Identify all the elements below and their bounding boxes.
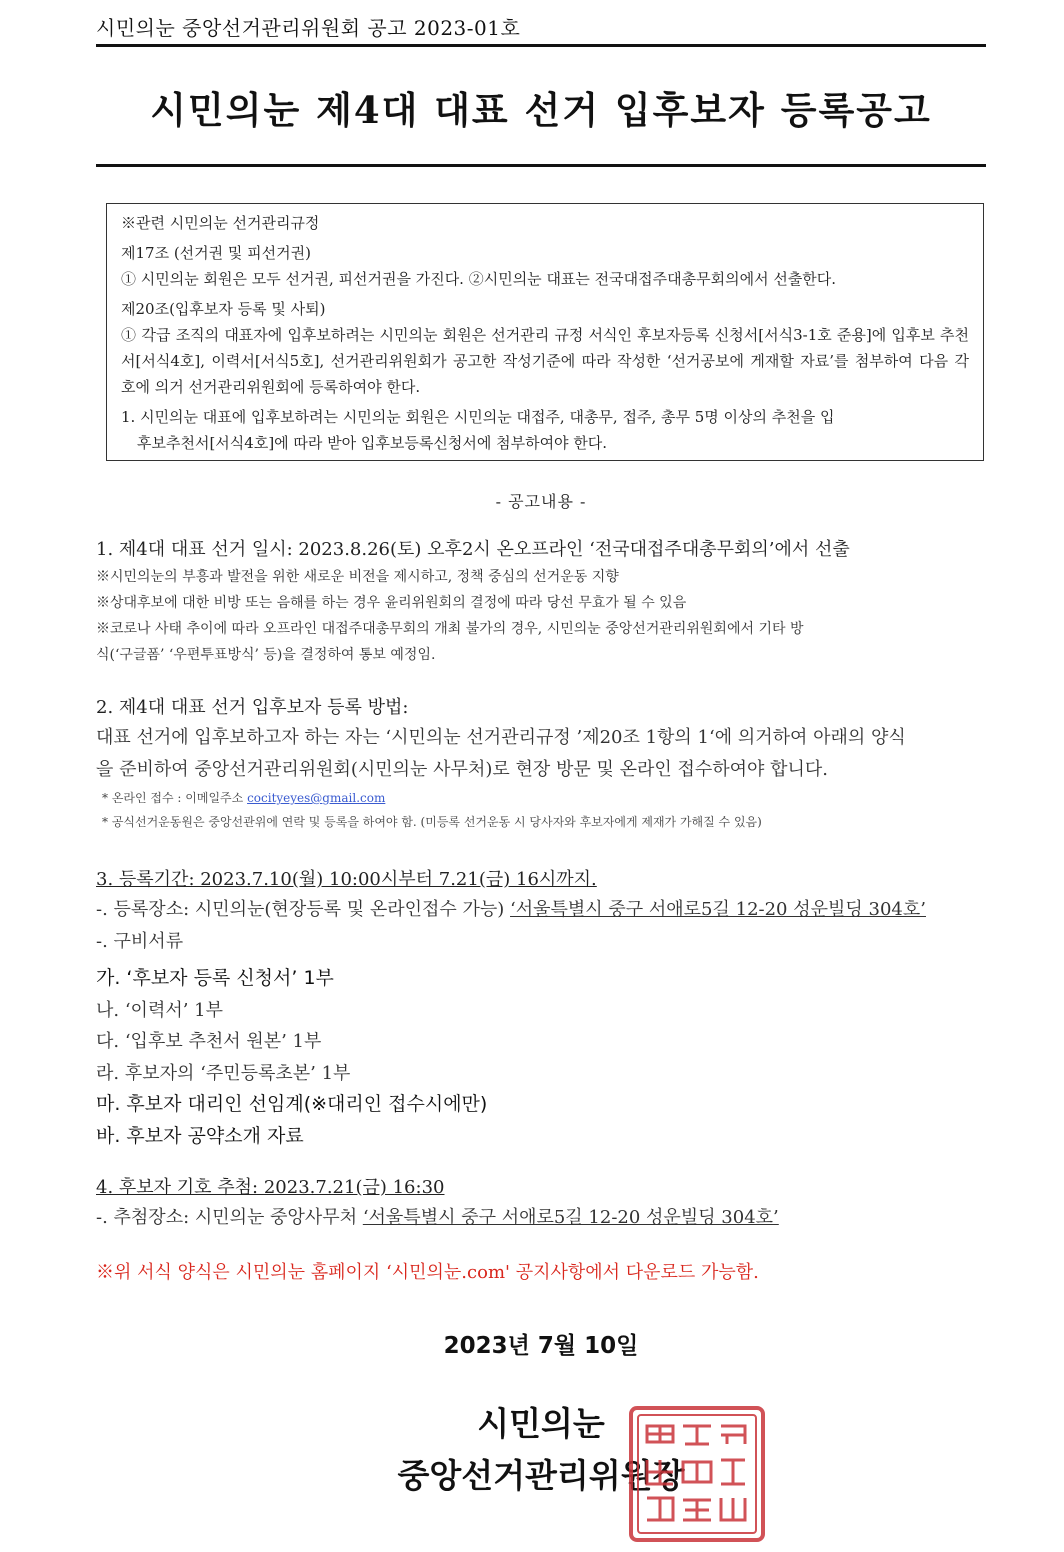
drawing-place (96, 1202, 976, 1234)
document-item: 다. ‘입후보 추천서 원본’ 1부 (96, 1031, 322, 1052)
notice-item-1 (96, 536, 976, 668)
article-20-item-1: 1. 시민의눈 대표에 입후보하려는 시민의눈 회원은 시민의눈 대접주, 대총무, 접주, 총무 5명 이상의 추천을 입 (121, 408, 835, 426)
regulation-box (106, 203, 984, 461)
item-2-body: 을 준비하여 중앙선거관리위원회(시민의눈 사무처)로 현장 방문 및 온라인 접수하여야 합니다. (96, 759, 829, 780)
item-2-heading: 2. 제4대 대표 선거 입후보자 등록 방법: (96, 697, 409, 718)
document-item: 바. 후보자 공약소개 자료 (96, 1124, 304, 1147)
online-submission-label: * 온라인 접수 : 이메일주소 (102, 791, 244, 805)
item-3-heading: 3. 등록기간: 2023.7.10(월) 10:00시부터 7.21(금) 16시까지. (96, 869, 597, 890)
drawing-place-label: -. 추첨장소: 시민의눈 중앙사무처 (96, 1207, 363, 1228)
item-1-note: ※시민의눈의 부흥과 발전을 위한 새로운 비전을 제시하고, 정책 중심의 선거운동 지향 (96, 569, 619, 585)
registration-place-address: ‘서울특별시 중구 서애로5길 12-20 성운빌딩 304호’ (510, 899, 926, 920)
article-20-item-1-continued: 후보추천서[서식4호]에 따라 받아 입후보등록신청서에 첨부하여야 한다. (137, 434, 608, 452)
notice-section-heading: - 공고내용 - (495, 492, 587, 511)
issuer-title: 중앙선거관리위원장 (397, 1456, 685, 1495)
notice-item-4 (96, 1174, 976, 1234)
item-2-body: 대표 선거에 입후보하고자 하는 자는 ‘시민의눈 선거관리규정 ’제20조 1항의 1‘에 의거하여 아래의 양식 (96, 727, 906, 748)
document-reference-number: 시민의눈 중앙선거관리위원회 공고 2023-01호 (96, 16, 521, 40)
regulation-heading: ※관련 시민의눈 선거관리규정 (121, 214, 320, 232)
drawing-place-address: ‘서울특별시 중구 서애로5길 12-20 성운빌딩 304호’ (362, 1207, 779, 1228)
item-1-note: ※상대후보에 대한 비방 또는 음해를 하는 경우 윤리위원회의 결정에 따라 당선 무효가 될 수 있음 (96, 595, 687, 611)
download-note: ※위 서식 양식은 시민의눈 홈페이지 ‘시민의눈.com' 공지사항에서 다운로드 가능함. (96, 1262, 759, 1283)
title-bottom-rule (96, 164, 986, 167)
page-title: 시민의눈 제4대 대표 선거 입후보자 등록공고 (150, 88, 932, 132)
item-1-note: ※코로나 사태 추이에 따라 오프라인 대접주대총무회의 개최 불가의 경우, 시민의눈 중앙선거관리위원회에서 기타 방 (96, 621, 804, 637)
item-4-heading: 4. 후보자 기호 추첨: 2023.7.21(금) 16:30 (96, 1177, 445, 1198)
online-submission-line (96, 786, 976, 810)
registration-place-label: -. 등록장소: 시민의눈(현장등록 및 온라인접수 가능) (96, 899, 511, 920)
registration-place (96, 894, 976, 926)
issuer-organization: 시민의눈 (477, 1404, 605, 1443)
notice-date: 2023년 7월 10일 (443, 1333, 639, 1359)
article-20-title: 제20조(입후보자 등록 및 사퇴) (121, 300, 326, 318)
item-1-note: 식(‘구글폼’ ‘우편투표방식’ 등)을 결정하여 통보 예정임. (96, 647, 436, 663)
document-item: 가. ‘후보자 등록 신청서’ 1부 (96, 967, 334, 989)
article-20-body: ① 각급 조직의 대표자에 입후보하려는 시민의눈 회원은 선거관리 규정 서식인 후보자등록 신청서[서식3-1호 준용]에 입후보 추천서[서식4호], 이력서[서식5호], 선거관리위원회가 공고한 작성기준에 따라 작성한 ‘선거공보에 게재할 자료’를 첨부하여 다음 각 호에 의거 선거관리위원회에 등록하여야 한다. (121, 326, 969, 396)
document-item: 마. 후보자 대리인 선임계(※대리인 접수시에만) (96, 1093, 488, 1115)
notice-item-2 (96, 694, 976, 834)
documents-label: -. 구비서류 (96, 930, 184, 952)
article-17-body: ① 시민의눈 회원은 모두 선거권, 피선거권을 가진다. ②시민의눈 대표는 전국대접주대총무회의에서 선출한다. (121, 270, 837, 288)
item-1-heading: 1. 제4대 대표 선거 일시: 2023.8.26(토) 오후2시 온오프라인 ‘전국대접주대총무회의’에서 선출 (96, 539, 850, 560)
document-item: 라. 후보자의 ‘주민등록초본’ 1부 (96, 1062, 351, 1084)
notice-item-3 (96, 866, 976, 1152)
document-item: 나. ‘이력서’ 1부 (96, 999, 224, 1021)
official-seal-stamp (627, 1404, 767, 1544)
top-rule (96, 44, 986, 47)
email-link[interactable]: cocityeyes@gmail.com (247, 791, 386, 805)
campaign-staff-note: * 공식선거운동원은 중앙선관위에 연락 및 등록을 하여야 함. (미등록 선거운동 시 당사자와 후보자에게 제재가 가해질 수 있음) (102, 815, 762, 829)
article-17-title: 제17조 (선거권 및 피선거권) (121, 244, 311, 262)
